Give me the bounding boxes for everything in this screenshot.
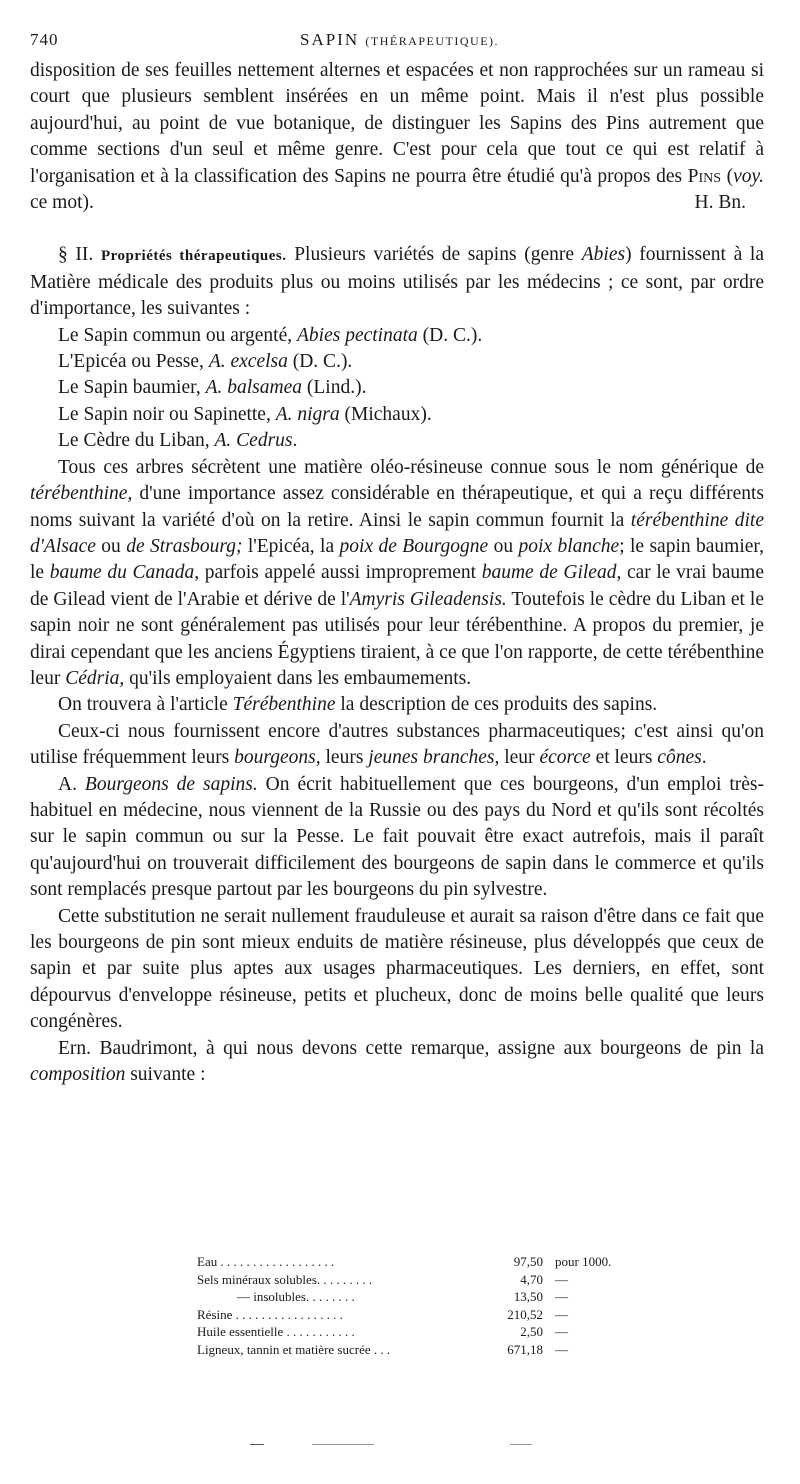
species-item: Le Sapin baumier, A. balsamea (Lind.). <box>58 377 367 399</box>
composition-label: — insolubles. . . . . . . . <box>237 1289 355 1304</box>
composition-row <box>197 1341 637 1359</box>
species-list <box>30 323 764 455</box>
paragraph-last-line: Sapins ne pourra être étudié qu'à propos des Pins (voy. ce mot). H. Bn. <box>30 166 764 213</box>
species-item: Le Cèdre du Liban, A. Cedrus. <box>58 430 298 452</box>
paragraph-reference: On trouvera à l'article Térébenthine la description de ces produits des sapins. <box>58 694 658 716</box>
composition-value: 210,52 <box>507 1306 543 1322</box>
paragraph-text: disposition de ses feuilles nettement alternes et espacées et non rapprochées sur un rameau si court que plusieurs semblent insérées en un même point. Mais il n'est plus possible aujourd'hui, au point de vue botanique, de distinguer les Sapins des Pins autrement que comme sections d'un seul et même genre. C'est pour cela que tout ce qui est relatif à l'organisation et à la classification des <box>30 60 764 187</box>
paragraph-terebenthine: Tous ces arbres sécrètent une matière oléo-résineuse connue sous le nom générique de térébenthine, d'une importance assez considérable en thérapeutique, et qui a reçu différents noms suivant la variété d'où on la retire. Ainsi le sapin commun fournit la térébenthine dite d'Alsace ou de Strasbourg; l'Epicéa, la poix de Bourgogne ou poix blanche; le sapin baumier, le baume du Canada, parfois appelé aussi improprement baume de Gilead, car le vrai baume de Gilead vient de l'Arabie et dérive de l'Amyris Gileadensis. Toutefois le cèdre du Liban et le sapin noir ne sont généralement pas utilisés pour leur térébenthine. A propos du premier, je dirai cependant que les anciens Égyptiens tiraient, à ce que l'on rapporte, de cette térébenthine leur Cédria, qu'ils employaient dans les embaumements. <box>30 456 765 689</box>
composition-table <box>197 1253 637 1358</box>
section-two-intro: § II. Propriétés thérapeutiques. Plusieurs variétés de sapins (genre Abies) fournissent à la Matière médicale des produits plus ou moins utilisés par les médecins ; ce sont, par ordre d'importance, les suivantes : <box>30 244 764 320</box>
paragraph-bourgeons: A. Bourgeons de sapins. On écrit habituellement que ces bourgeons, d'un emploi très-habituel en médecine, nous viennent de la Russie ou des pays du Nord et qu'ils sont récoltés sur le sapin commun ou sur la Pesse. Le fait pouvait être exact autrefois, mais il paraît qu'aujourd'hui on trouverait difficilement des bourgeons de sapin dans le commerce et qu'ils sont remplacés presque partout par les bourgeons du pin sylvestre. <box>30 773 764 901</box>
composition-value: 97,50 <box>513 1254 543 1269</box>
composition-value: 4,70 <box>520 1271 543 1287</box>
page-number: 740 <box>30 30 59 49</box>
paragraph-substances: Ceux-ci nous fournissent encore d'autres substances pharmaceutiques; c'est ainsi qu'on utilise fréquemment leurs bourgeons, leurs jeunes branches, leur écorce et leurs cônes. <box>30 720 764 769</box>
section-title: Propriétés thérapeutiques. <box>101 248 287 265</box>
paragraph-composition-intro: Ern. Baudrimont, à qui nous devons cette remarque, assigne aux bourgeons de pin la composition suivante : <box>30 1037 764 1086</box>
cross-reference-pins: Pins <box>687 165 722 187</box>
author-signature: H. Bn. <box>694 192 746 214</box>
composition-label: Résine . . . . . . . . . . . . . . . . . <box>197 1306 343 1322</box>
species-item: Le Sapin noir ou Sapinette, A. nigra (Michaux). <box>58 403 432 425</box>
running-head <box>300 30 499 50</box>
composition-unit: — <box>555 1306 568 1322</box>
composition-label: Eau . . . . . . . . . . . . . . . . . . <box>197 1254 335 1269</box>
composition-unit: pour 1000. <box>555 1254 612 1269</box>
composition-unit: — <box>555 1324 568 1339</box>
species-item: L'Epicéa ou Pesse, A. excelsa (D. C.). <box>58 351 353 373</box>
composition-row <box>197 1288 637 1306</box>
composition-row <box>197 1323 637 1341</box>
running-head-subtitle: (THÉRAPEUTIQUE). <box>365 34 500 48</box>
composition-row <box>197 1271 637 1289</box>
page-body <box>30 58 764 1088</box>
composition-value: 671,18 <box>507 1341 543 1357</box>
composition-value: 13,50 <box>513 1289 543 1304</box>
composition-unit: — <box>555 1271 568 1287</box>
page-header <box>30 30 770 58</box>
composition-row <box>197 1306 637 1324</box>
paragraph-continuation <box>30 58 764 216</box>
composition-label: Sels minéraux solubles. . . . . . . . . <box>197 1271 373 1287</box>
composition-row <box>197 1253 637 1271</box>
composition-label: Huile essentielle . . . . . . . . . . . <box>197 1324 355 1339</box>
composition-unit: — <box>555 1341 568 1357</box>
species-item: Le Sapin commun ou argenté, Abies pectinata (D. C.). <box>58 324 483 346</box>
composition-value: 2,50 <box>520 1324 543 1339</box>
paragraph-substitution: Cette substitution ne serait nullement frauduleuse et aurait sa raison d'être dans ce fait que les bourgeons de pin sont mieux enduits de matière résineuse, plus développés que ceux de sapin et par suite plus aptes aux usages pharmaceutiques. Les derniers, en effet, sont dépourvus d'enveloppe résineuse, petits et plucheux, donc de moins belle qualité que leurs congénères. <box>30 905 764 1033</box>
section-mark: § II. <box>58 244 94 266</box>
running-head-title: SAPIN <box>300 30 360 49</box>
composition-label: Ligneux, tannin et matière sucrée . . . <box>197 1341 391 1357</box>
composition-unit: — <box>555 1289 568 1304</box>
footer-rule-marks <box>250 1440 550 1448</box>
